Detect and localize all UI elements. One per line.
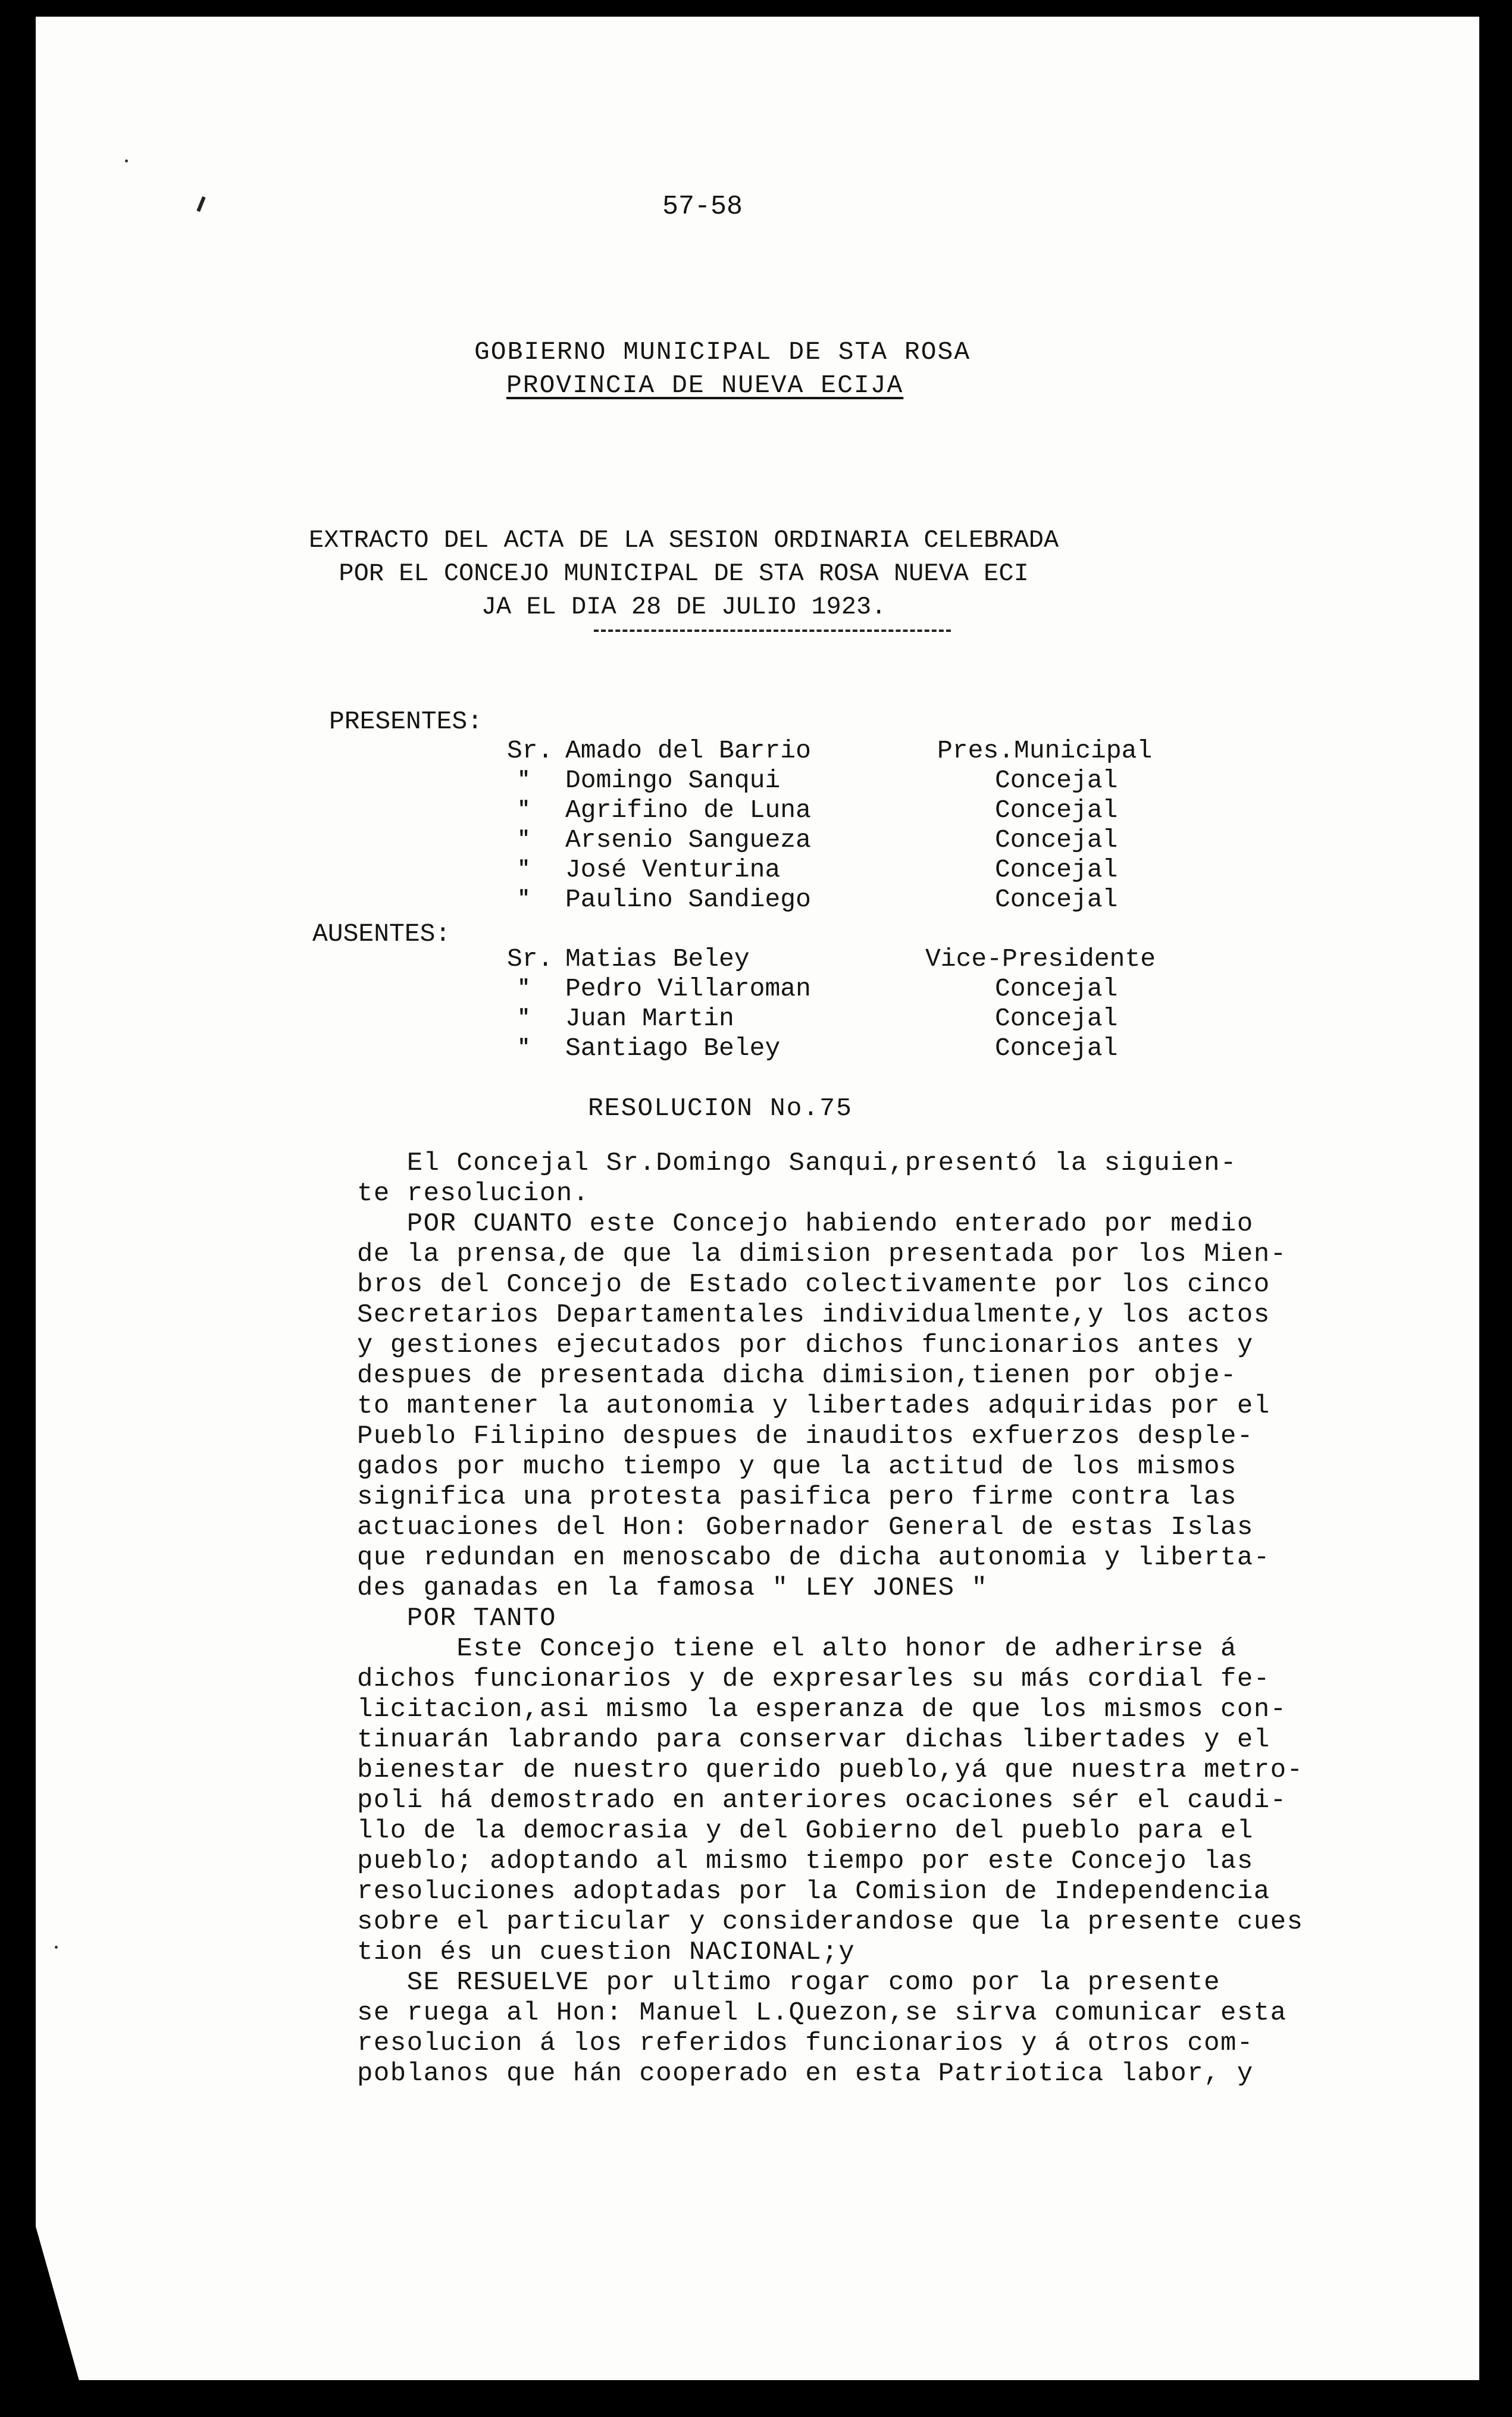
document-title — [309, 524, 1059, 624]
page-number: 57-58 — [662, 192, 743, 222]
ditto-mark: " — [518, 858, 530, 881]
title-line-3: JA EL DIA 28 DE JULIO 1923. — [481, 593, 887, 621]
ditto-mark: " — [518, 769, 530, 791]
attendee-role: Concejal — [995, 825, 1118, 854]
ditto-mark: " — [518, 828, 530, 851]
attendee-name: Agrifino de Luna — [565, 796, 811, 825]
absentee-prefix: Sr. — [507, 944, 553, 973]
presentes-label: PRESENTES: — [329, 707, 483, 736]
title-underline — [594, 630, 951, 632]
body-line: sobre el particular y considerandose que la presente cues — [357, 1907, 1304, 1937]
body-line: El Concejal Sr.Domingo Sanqui,presentó la siguien- — [357, 1148, 1237, 1178]
absentee-role: Concejal — [995, 974, 1118, 1003]
body-line: Este Concejo tiene el alto honor de adherirse á — [357, 1634, 1237, 1664]
attendee-role: Pres.Municipal — [937, 736, 1153, 765]
body-line: te resolucion. — [357, 1179, 590, 1208]
attendee-role: Concejal — [995, 885, 1118, 914]
body-line: se ruega al Hon: Manuel L.Quezon,se sirva comunicar esta — [357, 1998, 1287, 2028]
body-line: tion és un cuestion NACIONAL;y — [357, 1937, 856, 1967]
absentee-name: Juan Martin — [565, 1004, 734, 1033]
resolution-title: RESOLUCION No.75 — [588, 1094, 853, 1123]
body-line: resolucion á los referidos funcionarios y á otros com- — [357, 2028, 1254, 2058]
attendee-name: Paulino Sandiego — [565, 885, 811, 914]
title-line-2: POR EL CONCEJO MUNICIPAL DE STA ROSA NUEVA ECI — [339, 559, 1029, 588]
body-line: llo de la democrasia y del Gobierno del pueblo para el — [357, 1816, 1254, 1846]
ditto-mark: " — [518, 1037, 530, 1059]
body-line: actuaciones del Hon: Gobernador General de estas Islas — [357, 1513, 1254, 1542]
body-line: bros del Concejo de Estado colectivamente por los cinco — [357, 1270, 1270, 1300]
attendee-role: Concejal — [995, 796, 1118, 825]
body-line: Secretarios Departamentales individualmente,y los actos — [357, 1300, 1270, 1330]
body-line: Pueblo Filipino despues de inauditos exfuerzos desple- — [357, 1422, 1254, 1451]
header-municipality: GOBIERNO MUNICIPAL DE STA ROSA — [474, 337, 971, 367]
ditto-mark: " — [518, 888, 530, 910]
body-line: resoluciones adoptadas por la Comision de Independencia — [357, 1877, 1270, 1906]
body-line: y gestiones ejecutados por dichos funcionarios antes y — [357, 1330, 1254, 1360]
body-line: bienestar de nuestro querido pueblo,yá que nuestra metro- — [357, 1755, 1304, 1785]
scan-speck — [55, 1946, 58, 1949]
body-line: poli há demostrado en anteriores ocaciones sér el caudi- — [357, 1786, 1287, 1815]
body-line: des ganadas en la famosa " LEY JONES " — [357, 1573, 988, 1603]
attendee-prefix: Sr. — [507, 736, 553, 765]
title-line-1: EXTRACTO DEL ACTA DE LA SESION ORDINARIA CELEBRADA — [309, 526, 1059, 555]
body-line: POR TANTO — [357, 1604, 556, 1633]
ditto-mark: " — [518, 1007, 530, 1029]
body-line: SE RESUELVE por ultimo rogar como por la presente — [357, 1968, 1221, 1998]
body-line: despues de presentada dicha dimision,tienen por obje- — [357, 1361, 1237, 1391]
body-line: poblanos que hán cooperado en esta Patriotica labor, y — [357, 2059, 1254, 2089]
attendee-name: Domingo Sanqui — [565, 766, 781, 795]
body-line: gados por mucho tiempo y que la actitud de los mismos — [357, 1452, 1237, 1482]
absentee-role: Concejal — [995, 1004, 1118, 1033]
header-province: PROVINCIA DE NUEVA ECIJA — [506, 371, 904, 400]
attendee-role: Concejal — [995, 855, 1118, 884]
absentee-name: Pedro Villaroman — [565, 974, 811, 1003]
absentee-role: Vice-Presidente — [925, 944, 1156, 973]
resolution-body — [357, 1148, 1345, 2089]
attendee-role: Concejal — [995, 766, 1118, 795]
absentee-name: Santiago Beley — [565, 1034, 781, 1063]
ditto-mark: " — [518, 977, 530, 1000]
body-line: dichos funcionarios y de expresarles su más cordial fe- — [357, 1664, 1270, 1694]
attendee-name: José Venturina — [565, 855, 781, 884]
body-line: licitacion,asi mismo la esperanza de que los mismos con- — [357, 1695, 1287, 1724]
body-line: to mantener la autonomia y libertades adquiridas por el — [357, 1391, 1270, 1421]
body-line: que redundan en menoscabo de dicha autonomia y liberta- — [357, 1543, 1270, 1573]
body-line: pueblo; adoptando al mismo tiempo por este Concejo las — [357, 1846, 1254, 1876]
body-line: tinuarán labrando para conservar dichas libertades y el — [357, 1725, 1270, 1755]
ditto-mark: " — [518, 799, 530, 821]
absentee-role: Concejal — [995, 1034, 1118, 1063]
ausentes-label: AUSENTES: — [312, 919, 451, 948]
attendee-name: Arsenio Sangueza — [565, 825, 811, 854]
body-line: significa una protesta pasifica pero firme contra las — [357, 1482, 1237, 1512]
body-line: de la prensa,de que la dimision presentada por los Mien- — [357, 1239, 1287, 1269]
absentee-name: Matias Beley — [565, 944, 750, 973]
scan-speck — [125, 159, 128, 162]
body-line: POR CUANTO este Concejo habiendo enterado por medio — [357, 1209, 1254, 1239]
attendee-name: Amado del Barrio — [565, 736, 811, 765]
